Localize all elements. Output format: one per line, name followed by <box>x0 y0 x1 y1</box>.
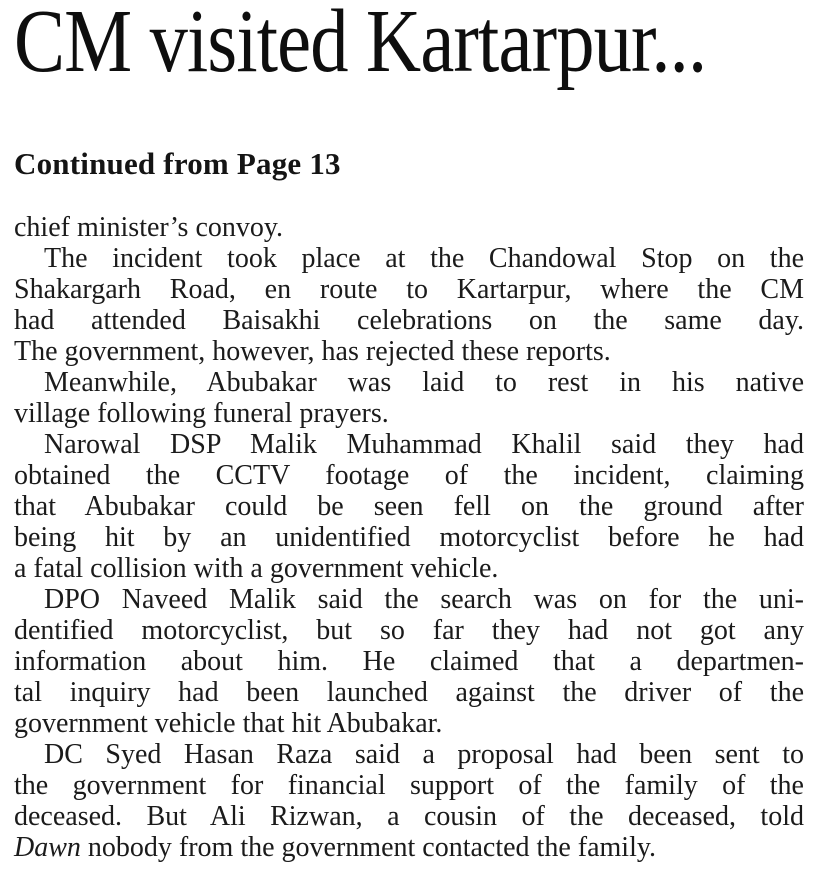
article-line <box>14 522 804 553</box>
article-line <box>14 832 804 863</box>
line-text: nobody from the government contacted the family. <box>80 832 657 863</box>
article-line <box>14 429 804 460</box>
article-line <box>14 305 804 336</box>
line-text: dentified motorcyclist, but so far they had not got any <box>14 615 804 646</box>
publication-name-italic: Dawn <box>14 832 81 863</box>
line-text: a fatal collision with a government vehicle. <box>14 553 499 584</box>
article-line <box>14 460 804 491</box>
article-line <box>14 615 804 646</box>
article-paragraph <box>14 584 804 739</box>
article-paragraph <box>14 739 804 863</box>
line-text: information about him. He claimed that a departmen- <box>14 646 804 677</box>
article-line <box>14 336 804 367</box>
line-text: The government, however, has rejected these reports. <box>14 336 611 367</box>
line-text: Shakargarh Road, en route to Kartarpur, where the CM <box>14 274 804 305</box>
line-text: DC Syed Hasan Raza said a proposal had been sent to <box>44 739 804 770</box>
article-line <box>14 274 804 305</box>
line-text: the government for financial support of the family of the <box>14 770 804 801</box>
article-line <box>14 801 804 832</box>
article-line <box>14 243 804 274</box>
article-paragraph <box>14 243 804 367</box>
article-line <box>14 553 804 584</box>
line-text: deceased. But Ali Rizwan, a cousin of the deceased, told <box>14 801 804 832</box>
line-text: that Abubakar could be seen fell on the ground after <box>14 491 804 522</box>
line-text: The incident took place at the Chandowal Stop on the <box>44 243 804 274</box>
article-line <box>14 584 804 615</box>
article-line <box>14 739 804 770</box>
line-text: government vehicle that hit Abubakar. <box>14 708 443 739</box>
line-text: tal inquiry had been launched against the driver of the <box>14 677 804 708</box>
article-headline-text: CM visited Kartarpur... <box>14 0 707 91</box>
article-paragraph <box>14 212 804 243</box>
line-text: obtained the CCTV footage of the incident, claiming <box>14 460 804 491</box>
line-text: had attended Baisakhi celebrations on the same day. <box>14 305 804 336</box>
article-paragraph <box>14 367 804 429</box>
article-line <box>14 398 804 429</box>
article-line <box>14 367 804 398</box>
article-line <box>14 491 804 522</box>
line-text: village following funeral prayers. <box>14 398 389 429</box>
line-text: Narowal DSP Malik Muhammad Khalil said they had <box>44 429 804 460</box>
article-headline <box>14 0 804 91</box>
article-line <box>14 708 804 739</box>
continued-from-note: Continued from Page 13 <box>14 146 341 181</box>
line-text: Meanwhile, Abubakar was laid to rest in his native <box>44 367 804 398</box>
article-line <box>14 646 804 677</box>
line-text: DPO Naveed Malik said the search was on for the uni- <box>44 584 804 615</box>
article-body <box>14 212 804 863</box>
line-text: being hit by an unidentified motorcyclist before he had <box>14 522 804 553</box>
article-paragraph <box>14 429 804 584</box>
line-text: chief minister’s convoy. <box>14 212 284 243</box>
article-line <box>14 212 804 243</box>
article-line <box>14 770 804 801</box>
article-line <box>14 677 804 708</box>
